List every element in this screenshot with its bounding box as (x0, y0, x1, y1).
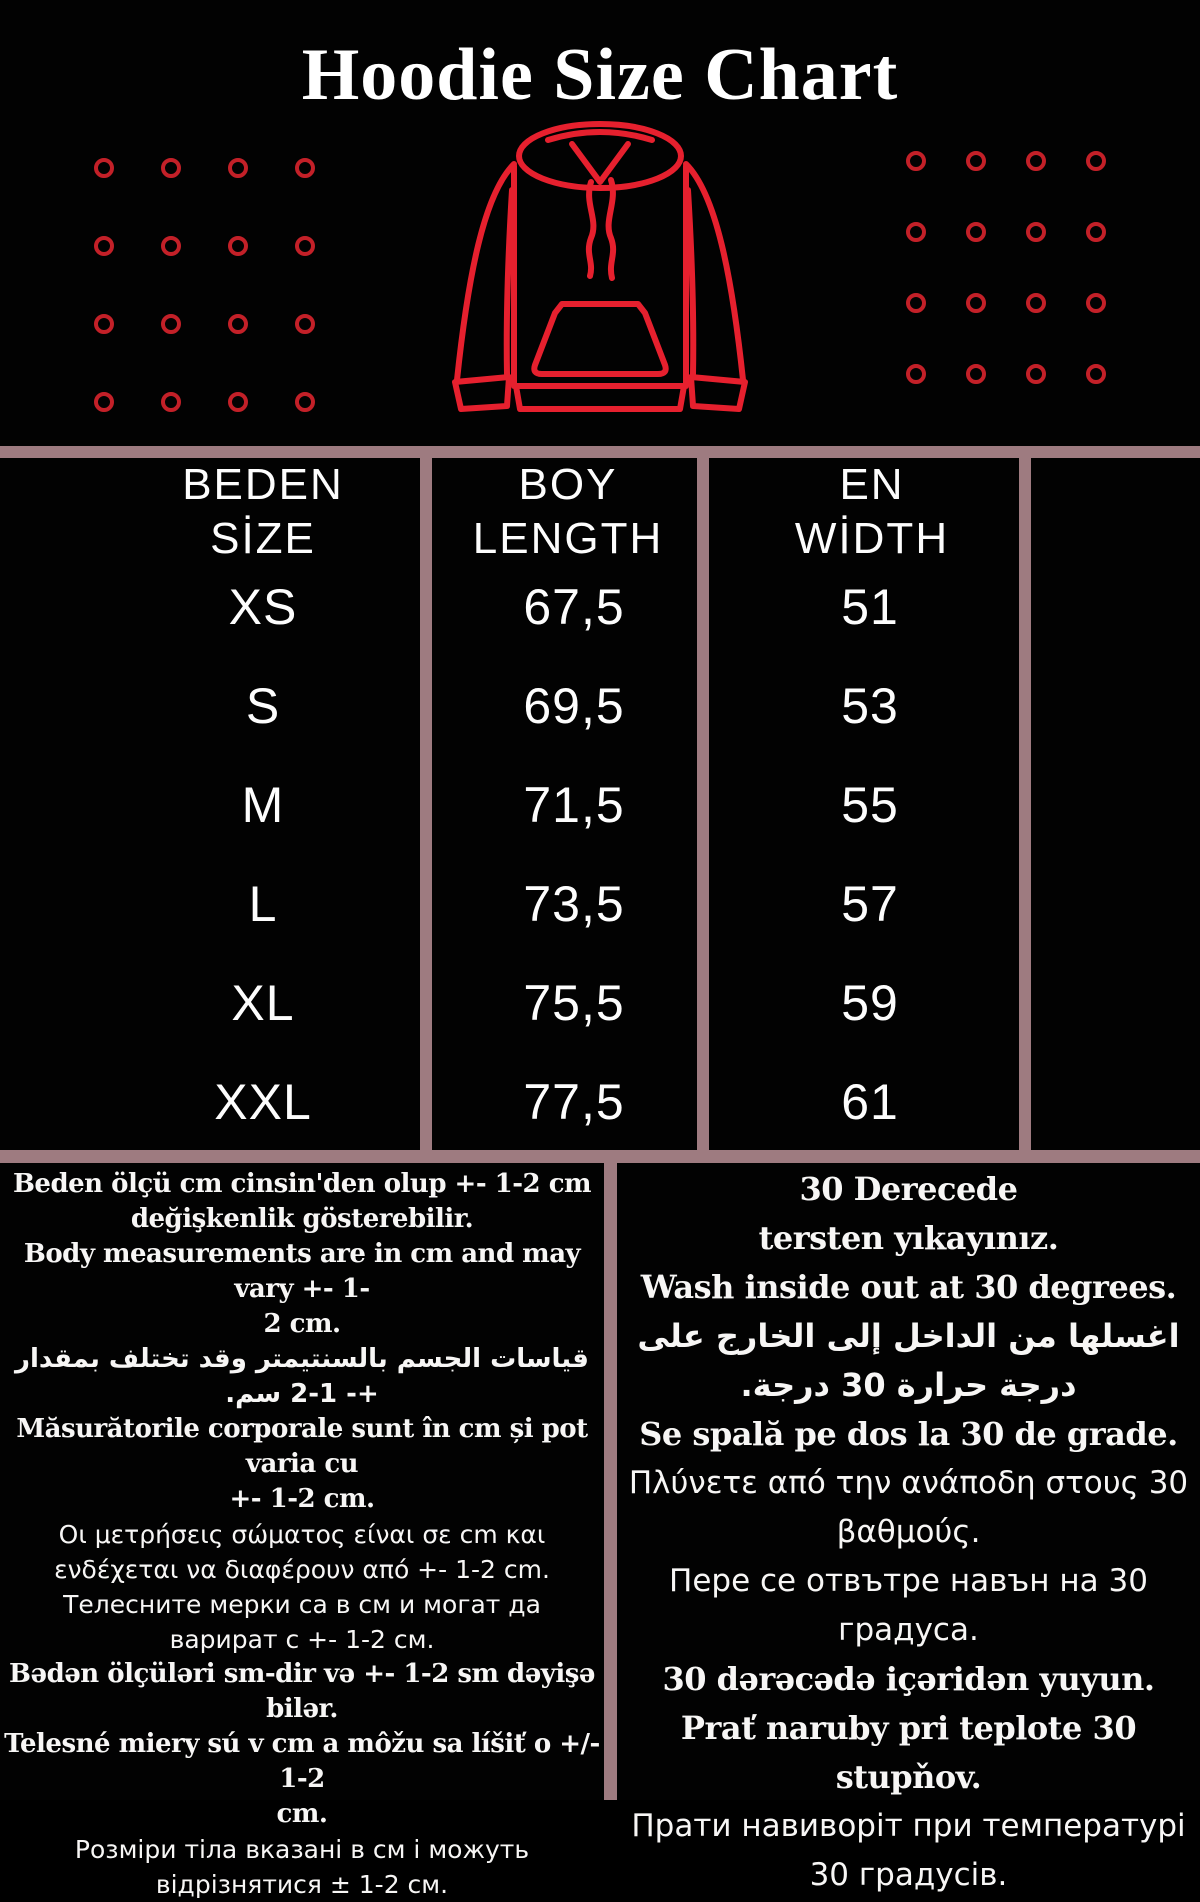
grommet-icon (161, 314, 181, 334)
grommet-icon (1026, 293, 1046, 313)
size-cell: XXL (214, 1074, 312, 1130)
grommet-icon (94, 158, 114, 178)
column-header-line: EN (839, 460, 905, 509)
grommet-icon (295, 392, 315, 412)
grommet-icon (228, 236, 248, 256)
grommet-icon (966, 222, 986, 242)
note-line: Wash inside out at 30 degrees. (640, 1268, 1177, 1306)
column-header-line: BEDEN (182, 460, 344, 509)
grommet-icon (1026, 364, 1046, 384)
note-line: değişkenlik gösterebilir. (130, 1204, 474, 1234)
grommet-icon (966, 364, 986, 384)
column-header-length (473, 458, 663, 566)
note-line: 2 cm. (263, 1309, 341, 1339)
note-line: Телесните мерки са в см и могат да (63, 1590, 541, 1619)
grommet-icon (161, 236, 181, 256)
note-line: tersten yıkayınız. (758, 1219, 1059, 1257)
size-table (0, 558, 1200, 1152)
length-cell: 67,5 (523, 579, 625, 635)
length-cell: 69,5 (523, 678, 625, 734)
grommet-icon (966, 293, 986, 313)
note-line: 30 dərəcədə içəridən yuyun. (662, 1660, 1155, 1698)
grommet-icon (1086, 293, 1106, 313)
grommet-icon (906, 293, 926, 313)
grommet-icon (94, 236, 114, 256)
note-line: اغسلها من الداخل إلى الخارج على درجة حرارة 30 درجة. (637, 1317, 1180, 1404)
width-cell: 61 (841, 1074, 899, 1130)
size-cell: L (248, 876, 278, 932)
note-line: Bədən ölçüləri sm-dir və +- 1-2 sm dəyişə bilər. (9, 1659, 595, 1724)
grommet-icon (295, 158, 315, 178)
table-row (0, 657, 1200, 756)
note-line: Розміри тіла вказані в см і можуть (74, 1835, 530, 1864)
grommet-icon (1026, 222, 1046, 242)
grommet-grid-right (906, 151, 1106, 384)
grommet-icon (161, 158, 181, 178)
column-header-line: SİZE (210, 514, 316, 563)
width-cell: 59 (841, 975, 899, 1031)
size-cell: XS (228, 579, 298, 635)
size-cell: S (245, 678, 281, 734)
column-header-size (182, 458, 344, 566)
size-cell: XL (231, 975, 295, 1031)
note-line: Body measurements are in cm and may vary +- 1- (23, 1239, 581, 1304)
grommet-icon (1086, 151, 1106, 171)
note-line: Пере се отвътре навън на 30 градуса. (669, 1563, 1148, 1648)
note-line: відрізнятися ± 1-2 см. (155, 1870, 449, 1899)
measurement-notes (0, 1163, 604, 1902)
grommet-icon (1026, 151, 1046, 171)
note-line: Măsurătorile corporale sunt în cm și pot varia cu (16, 1414, 588, 1479)
note-line: cm. (276, 1799, 328, 1829)
width-cell: 57 (841, 876, 899, 932)
column-header-line: LENGTH (472, 514, 664, 563)
grommet-grid-left (94, 158, 315, 412)
width-cell: 55 (841, 777, 899, 833)
table-row (0, 954, 1200, 1053)
size-cell: M (241, 777, 285, 833)
note-line: ενδέχεται να διαφέρουν από +- 1-2 cm. (54, 1555, 550, 1584)
grommet-icon (1086, 364, 1106, 384)
grommet-icon (94, 314, 114, 334)
table-top-border (0, 446, 1200, 458)
column-header-width (795, 458, 949, 566)
grommet-icon (906, 364, 926, 384)
length-cell: 71,5 (523, 777, 625, 833)
note-line: Πλύνετε από την ανάποδη στους 30 βαθμούς. (628, 1465, 1189, 1550)
grommet-icon (295, 314, 315, 334)
table-row (0, 558, 1200, 657)
column-header-line: BOY (518, 460, 618, 509)
length-cell: 77,5 (523, 1074, 625, 1130)
note-line: Telesné miery sú v cm a môžu sa líšiť o +/- 1-2 (4, 1729, 600, 1794)
washing-notes (617, 1163, 1200, 1900)
length-cell: 73,5 (523, 876, 625, 932)
grommet-icon (228, 314, 248, 334)
length-cell: 75,5 (523, 975, 625, 1031)
grommet-icon (1086, 222, 1106, 242)
note-line: Beden ölçü cm cinsin'den olup +- 1-2 cm (12, 1169, 592, 1199)
grommet-icon (906, 151, 926, 171)
note-line: +- 1-2 cm. (229, 1484, 375, 1514)
page-title: Hoodie Size Chart (301, 34, 899, 116)
note-line: 30 Derecede (799, 1170, 1018, 1208)
column-header-line: WİDTH (794, 514, 950, 563)
width-cell: 53 (841, 678, 899, 734)
grommet-icon (228, 158, 248, 178)
table-row (0, 855, 1200, 954)
hoodie-outline-icon (448, 106, 752, 422)
note-line: Прати навиворіт при температурі 30 градусів. (631, 1808, 1186, 1893)
note-line: Se spală pe dos la 30 de grade. (639, 1415, 1178, 1453)
grommet-icon (161, 392, 181, 412)
grommet-icon (94, 392, 114, 412)
note-line: Prať naruby pri teplote 30 stupňov. (680, 1709, 1137, 1796)
note-line: варират с +- 1-2 см. (169, 1625, 435, 1654)
width-cell: 51 (841, 579, 899, 635)
note-line: Οι μετρήσεις σώματος είναι σε cm και (58, 1520, 546, 1549)
grommet-icon (295, 236, 315, 256)
table-row (0, 1053, 1200, 1152)
grommet-icon (906, 222, 926, 242)
table-row (0, 756, 1200, 855)
grommet-icon (228, 392, 248, 412)
grommet-icon (966, 151, 986, 171)
notes-center-divider (604, 1163, 617, 1800)
note-line: قياسات الجسم بالسنتيمتر وقد تختلف بمقدار +- 1-2 سم. (15, 1344, 589, 1409)
